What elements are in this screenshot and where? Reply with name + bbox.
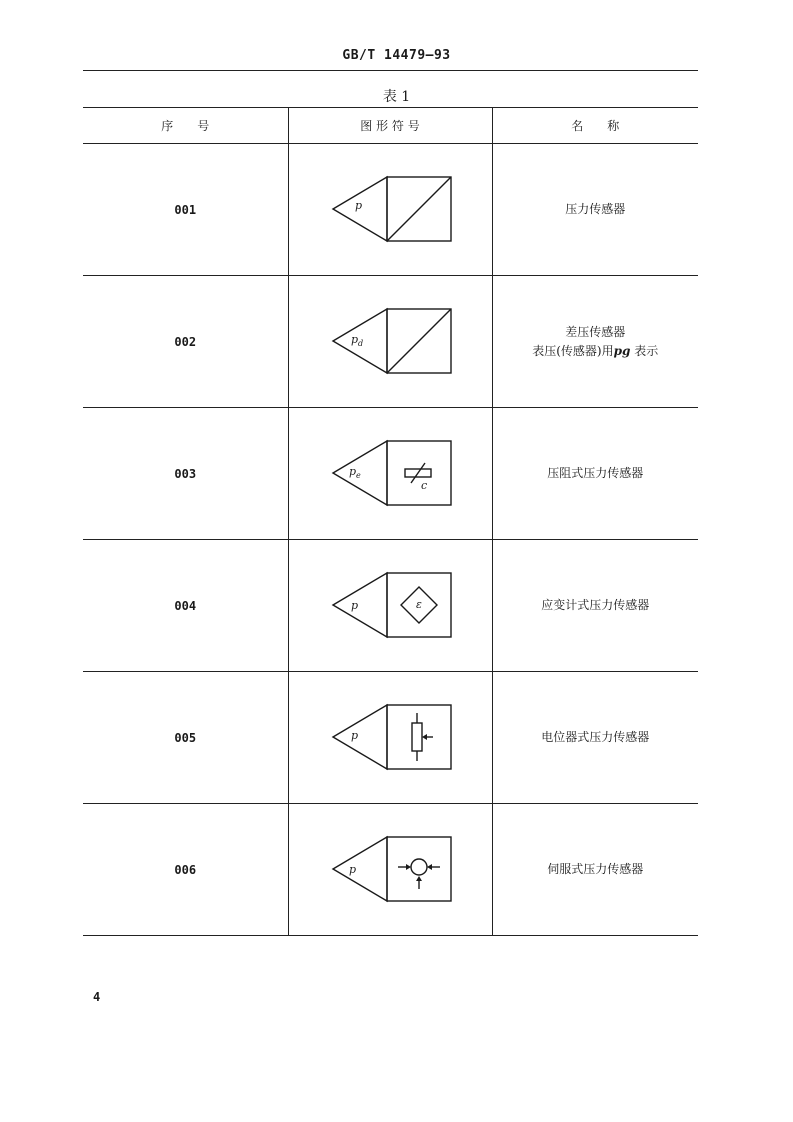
diagonal-line-icon: [387, 177, 451, 241]
row-code: 004: [83, 540, 288, 672]
standard-header: GB/T 14479—93: [342, 48, 451, 63]
row-code: 002: [83, 276, 288, 408]
potentiometer-pressure-sensor-symbol: [325, 703, 455, 773]
row-name: [492, 276, 698, 408]
row-name: 压力传感器: [492, 144, 698, 276]
strain-gauge-pressure-sensor-symbol: [325, 571, 455, 641]
table-row: [83, 540, 698, 672]
symbol-label: $p_d$: [351, 332, 364, 348]
table-caption: 表 1: [382, 89, 411, 105]
table-row: [83, 144, 698, 276]
table-row: [83, 276, 698, 408]
symbols-table: [83, 107, 698, 936]
symbol-cell: [288, 804, 492, 936]
potentiometer-icon: [412, 713, 433, 761]
row-code: 006: [83, 804, 288, 936]
symbol-label: p: [355, 198, 363, 212]
row-name: 压阻式压力传感器: [492, 408, 698, 540]
row-name: 伺服式压力传感器: [492, 804, 698, 936]
row-name-line2: [493, 342, 699, 361]
row-name-line2-suffix: 表示: [630, 343, 659, 358]
row-name: 应变计式压力传感器: [492, 540, 698, 672]
servo-pressure-sensor-symbol: [325, 835, 455, 905]
symbol-label-subscript: e: [356, 470, 361, 480]
row-code: 005: [83, 672, 288, 804]
column-header-index: 序 号: [83, 108, 288, 144]
symbol-label: p: [349, 862, 357, 876]
gauge-pressure-symbol: pg: [613, 343, 631, 358]
row-name-line2-prefix: 表压(传感器)用: [532, 343, 614, 358]
symbol-cell: [288, 672, 492, 804]
differential-pressure-sensor-symbol: [325, 307, 455, 377]
table-row: [83, 408, 698, 540]
symbol-cell: [288, 276, 492, 408]
symbol-label: p: [351, 598, 359, 612]
header-rule: [83, 70, 698, 71]
row-code: 001: [83, 144, 288, 276]
symbol-inner-label: ε: [416, 597, 422, 611]
table-row: [83, 672, 698, 804]
symbol-label: p: [351, 728, 359, 742]
symbol-cell: [288, 408, 492, 540]
pressure-sensor-symbol: [325, 175, 455, 245]
column-header-symbol: 图 形 符 号: [288, 108, 492, 144]
symbol-cell: [288, 144, 492, 276]
row-name-line1: 差压传感器: [565, 324, 626, 339]
symbol-label: $p_e$: [349, 464, 361, 480]
table-header-row: [83, 108, 698, 144]
piezoresistive-pressure-sensor-symbol: [325, 439, 455, 509]
symbol-inner-label: c: [421, 478, 428, 492]
column-header-name: 名 称: [492, 108, 698, 144]
diagonal-line-icon: [387, 309, 451, 373]
table-row: [83, 804, 698, 936]
symbol-cell: [288, 540, 492, 672]
servo-circle-icon: [398, 859, 440, 889]
row-code: 003: [83, 408, 288, 540]
page-number: 4: [93, 990, 101, 1004]
row-name: 电位器式压力传感器: [492, 672, 698, 804]
symbol-label-subscript: d: [358, 338, 364, 348]
